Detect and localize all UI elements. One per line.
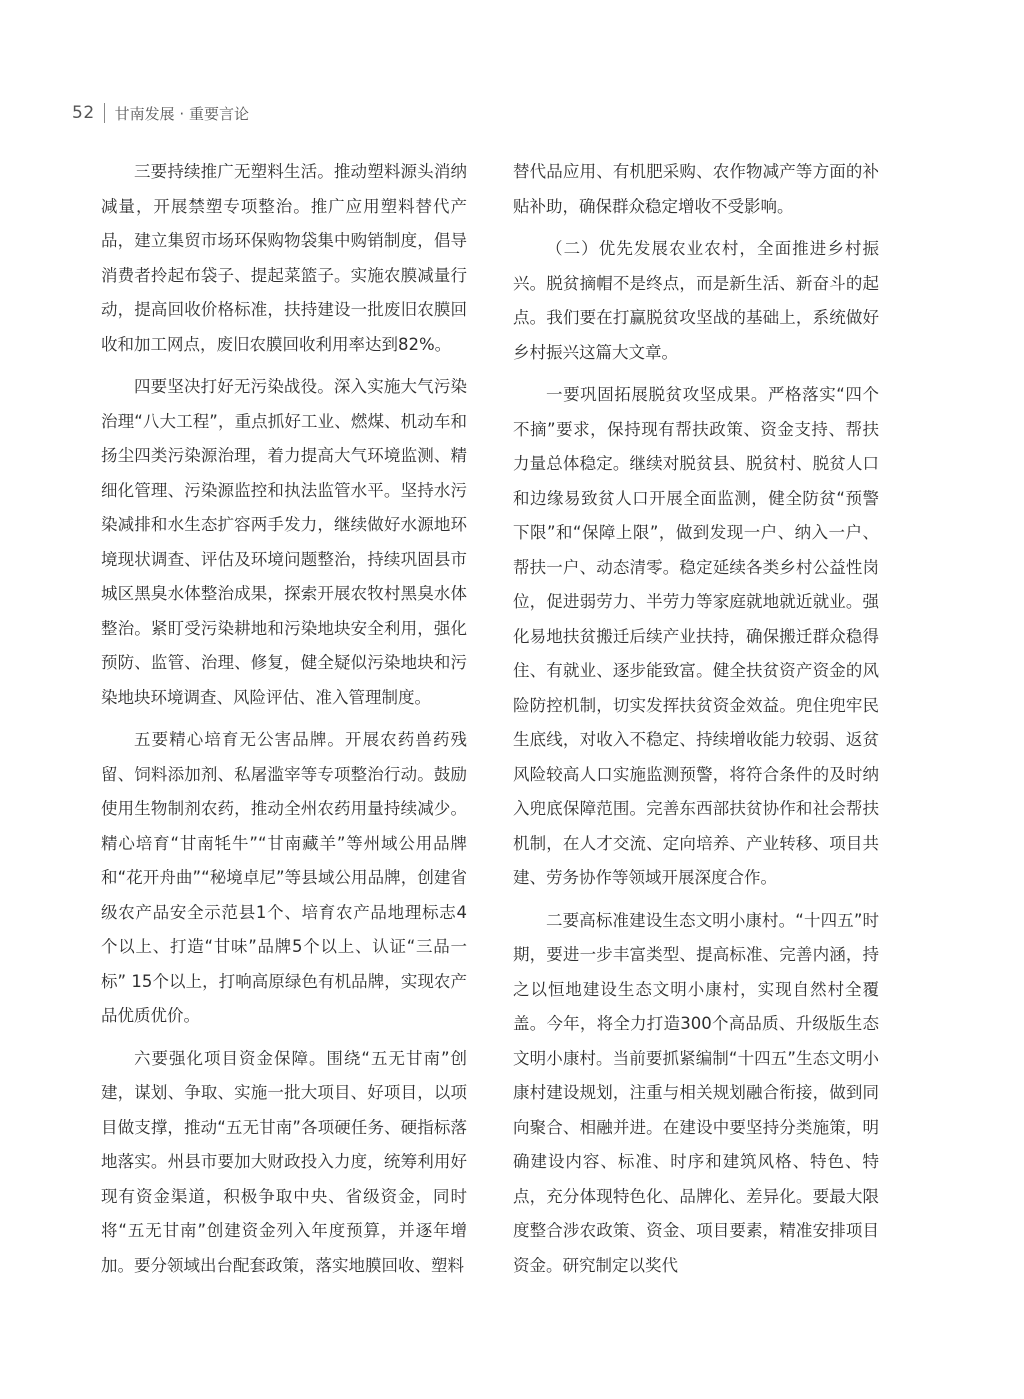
paragraph-continuation: 替代品应用、有机肥采购、农作物减产等方面的补贴补助，确保群众稳定增收不受影响。 [513, 162, 879, 216]
paragraph-poverty-consolidation: 一要巩固拓展脱贫攻坚成果。严格落实“四个不摘”要求，保持现有帮扶政策、资金支持、帮扶力量总体稳定。继续对脱贫县、脱贫村、脱贫人口和边缘易致贫人口开展全面监测，健全防贫“预警下限”和“保障上限”，做到发现一户、纳入一户、帮扶一户、动态清零。稳定延续各类乡村公益性岗位，促进弱劳力、半劳力等家庭就地就近就业。强化易地扶贫搬迁后续产业扶持，确保搬迁群众稳得住、有就业、逐步能致富。健全扶贫资产资金的风险防控机制，切实发挥扶贫资金效益。兜住兜牢民生底线，对收入不稳定、持续增收能力较弱、返贫风险较高人口实施监测预警，将符合条件的及时纳入兜底保障范围。完善东西部扶贫协作和社会帮扶机制，在人才交流、定向培养、产业转移、项目共建、劳务协作等领域开展深度合作。 [513, 385, 879, 887]
page-number: 52 [72, 103, 95, 123]
header-divider [104, 103, 105, 123]
paragraph-funding-guarantee: 六要强化项目资金保障。围绕“五无甘南”创建，谋划、争取、实施一批大项目、好项目，以项目做支撑，推动“五无甘南”各项硬任务、硬指标落地落实。州县市要加大财政投入力度，统筹利用好现有资金渠道，积极争取中央、省级资金，同时将“五无甘南”创建资金列入年度预算，并逐年增加。要分领域出台配套政策，落实地膜回收、塑料 [101, 1048, 467, 1275]
right-column [513, 155, 879, 1291]
page-header [72, 100, 249, 126]
paragraph-eco-village: 二要高标准建设生态文明小康村。“十四五”时期，要进一步丰富类型、提高标准、完善内涵，持之以恒地建设生态文明小康村，实现自然村全覆盖。今年，将全力打造300个高品质、升级版生态文明小康村。当前要抓紧编制“十四五”生态文明小康村建设规划，注重与相关规划融合衔接，做到同向聚合、相融并进。在建设中要坚持分类施策，明确建设内容、标准、时序和建筑风格、特色、特点，充分体现特色化、品牌化、差异化。要最大限度整合涉农政策、资金、项目要素，精准安排项目资金。研究制定以奖代 [513, 910, 879, 1275]
paragraph-pollution-free: 四要坚决打好无污染战役。深入实施大气污染治理“八大工程”，重点抓好工业、燃煤、机动车和扬尘四类污染源治理，着力提高大气环境监测、精细化管理、污染源监控和执法监管水平。坚持水污染减排和水生态扩容两手发力，继续做好水源地环境现状调查、评估及环境问题整治，持续巩固县市城区黑臭水体整治成果，探索开展农牧村黑臭水体整治。紧盯受污染耕地和污染地块安全利用，强化预防、监管、治理、修复，健全疑似污染地块和污染地块环境调查、风险评估、准入管理制度。 [101, 377, 467, 707]
left-column [101, 155, 467, 1291]
paragraph-rural-revitalization: （二）优先发展农业农村，全面推进乡村振兴。脱贫摘帽不是终点，而是新生活、新奋斗的起点。我们要在打赢脱贫攻坚战的基础上，系统做好乡村振兴这篇大文章。 [513, 239, 879, 362]
section-title: 甘南发展 · 重要言论 [114, 104, 249, 123]
paragraph-pollution-free-brand: 五要精心培育无公害品牌。开展农药兽药残留、饲料添加剂、私屠滥宰等专项整治行动。鼓励使用生物制剂农药，推动全州农药用量持续减少。精心培育“甘南牦牛”“甘南藏羊”等州域公用品牌和“花开舟曲”“秘境卓尼”等县域公用品牌，创建省级农产品安全示范县1个、培育农产品地理标志4个以上、打造“甘味”品牌5个以上、认证“三品一标” 15个以上，打响高原绿色有机品牌，实现农产品优质优价。 [101, 730, 467, 1025]
paragraph-plastic-free: 三要持续推广无塑料生活。推动塑料源头消纳减量，开展禁塑专项整治。推广应用塑料替代产品，建立集贸市场环保购物袋集中购销制度，倡导消费者拎起布袋子、提起菜篮子。实施农膜减量行动，提高回收价格标准，扶持建设一批废旧农膜回收和加工网点，废旧农膜回收利用率达到82%。 [101, 162, 467, 354]
